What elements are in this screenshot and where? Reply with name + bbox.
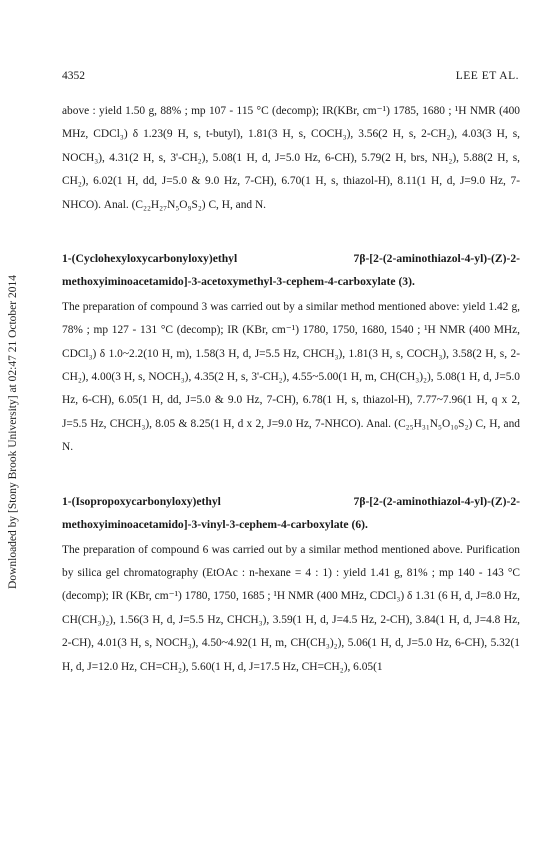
heading-compound-6: 1-(Isopropoxycarbonyloxy)ethyl 7β-[2-(2-aminothiazol-4-yl)-(Z)-2-methoxyiminoacetamido]-3-vinyl-3-cephem-4-carboxylate (6). (62, 494, 520, 532)
paragraph-compound-3-data: The preparation of compound 3 was carried out by a similar method mentioned above: yield 1.42 g, 78% ; mp 127 - 131 °C (decomp); IR (KBr, cm⁻¹) 1780, 1750, 1680, 1540 ; ¹H NMR (400 MHz, CDCl₃) δ 1.0~2.2(10 H, m), 1.58(3 H, d, J=5.5 Hz, CHCH₃), 1.81(3 H, s, COCH₃), 3.58(2 H, s, 2-CH₂), 4.00(3 H, s, NOCH₃), 4.35(2 H, s, 3'-CH₂), 4.55~5.00(1 H, m, CH(CH₃)₂), 5.08(1 H, d, J=5.0 Hz, 6-CH), 6.05(1 H, dd, J=5.0 & 9.0 Hz, 7-CH), 6.78(1 H, s, thiazol-H), 7.77~7.96(1 H, q x 2, J=5.5 Hz, CHCH₃), 8.05 & 8.25(1 H, d x 2, J=9.0 Hz, 7-NHCO). Anal. (C₂₅H₃₁N₅O₁₀S₂) C, H, and N. (62, 300, 520, 454)
heading-compound-3: 1-(Cyclohexyloxycarbonyloxy)ethyl 7β-[2-(2-aminothiazol-4-yl)-(Z)-2-methoxyiminoacetamido]-3-acetoxymethyl-3-cephem-4-carboxylate (3). (62, 252, 520, 289)
running-head: LEE ET AL. (455, 70, 519, 82)
article-body (62, 100, 520, 679)
paragraph-compound-6-data: The preparation of compound 6 was carried out by a similar method mentioned above. Purification by silica gel chromatography (EtOAc : n-hexane = 4 : 1) : yield 1.41 g, 81% ; mp 140 - 143 °C (decomp); IR (KBr, cm⁻¹) 1780, 1750, 1685 ; ¹H NMR (400 MHz, CDCl₃) δ 1.31 (6 H, d, J=8.0 Hz, CH(CH₃)₂), 1.56(3 H, d, J=5.5 Hz, CHCH₃), 3.59(1 H, d, J=4.5 Hz, 2-CH), 3.84(1 H, d, J=4.8 Hz, 2-CH), 4.01(3 H, s, NOCH₃), 4.50~4.92(1 H, m, CH(CH₃)₂), 5.06(1 H, d, J=5.0 Hz, 6-CH), 5.32(1 H, d, J=12.0 Hz, CH=CH₂), 5.60(1 H, d, J=17.5 Hz, CH=CH₂), 6.05(1 (62, 543, 520, 673)
download-watermark (0, 0, 26, 865)
page-header (62, 70, 519, 86)
download-note: Downloaded by [Stony Brook University] at 02:47 21 October 2014 (7, 275, 19, 589)
page-number: 4352 (62, 70, 85, 82)
paragraph-compound-2-data: above : yield 1.50 g, 88% ; mp 107 - 115 °C (decomp); IR(KBr, cm⁻¹) 1785, 1680 ; ¹H NMR (400 MHz, CDCl₃) δ 1.23(9 H, s, t-butyl), 1.81(3 H, s, COCH₃), 3.56(2 H, s, 2-CH₂), 4.03(3 H, s, NOCH₃), 4.31(2 H, s, 3'-CH₂), 5.08(1 H, d, J=5.0 Hz, 6-CH), 5.79(2 H, brs, NH₂), 5.88(2 H, s, CH₂), 6.02(1 H, dd, J=5.0 & 9.0 Hz, 7-CH), 6.70(1 H, s, thiazol-H), 8.11(1 H, d, J=9.0 Hz, 7-NHCO). Anal. (C₂₂H₂₇N₅O₉S₂) C, H, and N. (62, 105, 520, 211)
